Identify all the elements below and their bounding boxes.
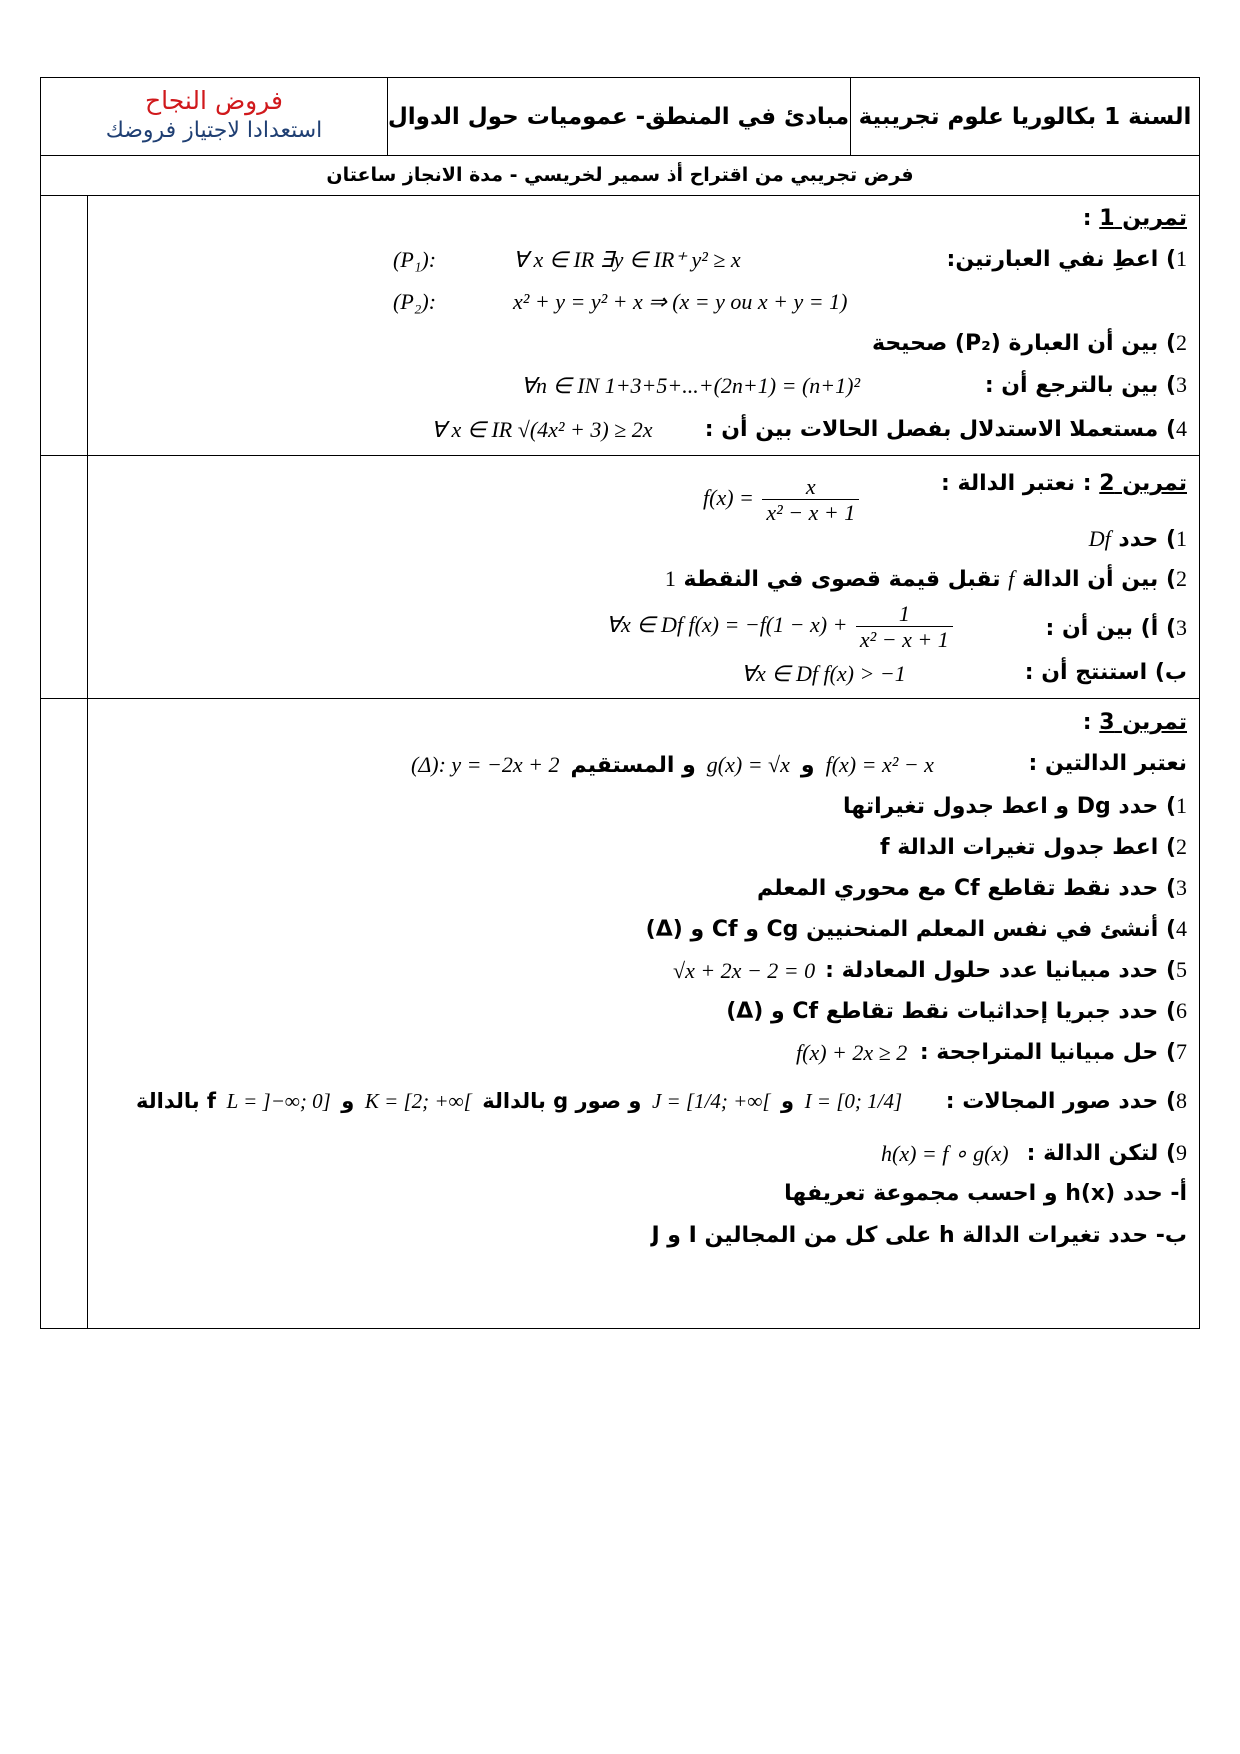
ex2-title: تمرين 2 : نعتبر الدالة : — [941, 471, 1187, 496]
function-definition: f(x) = $\frac{x}{\text{x² − x + 1}}$ — [703, 474, 862, 526]
p1-expression: ∀ x ∈ IR ∃y ∈ IR⁺ y² ≥ x — [513, 247, 741, 272]
subtitle-row — [41, 155, 1199, 195]
divider — [41, 195, 1199, 196]
p2-expression: x² + y = y² + x ⇒ (x = y ou x + y = 1) — [513, 289, 848, 314]
ex3-q5: 5) حدد مبيانيا عدد حلول المعادلة : — [825, 957, 1187, 983]
ex3-q9b: ب- حدد تغيرات الدالة h على كل من المجالين I و J — [651, 1223, 1187, 1248]
ex3-q3: 3) حدد نقط تقاطع Cf مع محوري المعلم — [757, 875, 1187, 901]
ex1-q3: 3) بين بالترجع أن : — [984, 372, 1187, 398]
ex3-q7: 7) حل مبيانيا المتراجحة : — [919, 1039, 1187, 1065]
brand-subtitle: استعدادا لاجتياز فروضك — [105, 118, 323, 143]
ex2-q3b: ب) استنتج أن : — [1024, 660, 1187, 685]
ex3-intro: نعتبر الدالتين : — [1028, 751, 1187, 776]
ex3-title: تمرين 3 : — [1082, 710, 1187, 735]
symmetry-expression: ∀x ∈ Df f(x) = −f(1 − x) + $\frac{1}{\text{x² − x + 1}}$ — [606, 601, 956, 653]
ex2-q3a: 3) أ) بين أن : — [1045, 615, 1187, 641]
topic-title: مبادئ في المنطق- عموميات حول الدوال — [387, 103, 850, 130]
divider — [41, 698, 1199, 699]
intervals-expression: بالدالة f L = ]−∞; 0] و K = [2; +∞[ بالدالة g و صور J = [1/4; +∞[ و I = [0; 1/4] — [136, 1089, 903, 1113]
ex1-q2: 2) بين أن العبارة (P₂) صحيحة — [871, 330, 1187, 356]
ex3-q2: 2) اعط جدول تغيرات الدالة f — [879, 834, 1187, 860]
functions-expression: (Δ): y = −2x + 2 و المستقيم g(x) = √x و f(x) = x² − x — [411, 752, 934, 778]
p2-name: (P₂): — [393, 289, 437, 314]
ex3-q4: 4) أنشئ في نفس المعلم المنحنيين Cg و Cf و (Δ) — [645, 916, 1187, 942]
margin-column-line — [87, 195, 88, 1329]
level-title: السنة 1 بكالوريا علوم تجريبية — [858, 103, 1192, 130]
equation-expression: √x + 2x − 2 = 0 — [673, 958, 816, 983]
bound-expression: ∀x ∈ Df f(x) > −1 — [741, 661, 906, 686]
ex1-q4: 4) مستعملا الاستدلال بفصل الحالات بين أن : — [704, 416, 1187, 442]
exam-frame — [40, 77, 1200, 1329]
brand-block — [41, 78, 387, 155]
brand-title: فروض النجاح — [145, 86, 283, 115]
ex2-q2: 2) بين أن الدالة f تقبل قيمة قصوى في النقطة 1 — [664, 566, 1187, 592]
ex2-q1: 1) حدد Df — [1088, 526, 1187, 552]
induction-expression: ∀n ∈ IN 1+3+5+...+(2n+1) = (n+1)² — [521, 373, 861, 398]
inequality-expression: f(x) + 2x ≥ 2 — [796, 1040, 908, 1065]
exam-subtitle: فرض تجريبي من اقتراح أذ سمير لخريسي - مدة الانجاز ساعتان — [326, 164, 914, 186]
composition-expression: h(x) = f ∘ g(x) — [881, 1141, 1009, 1166]
ex1-title: تمرين 1 : — [1082, 206, 1187, 231]
cases-expression: ∀ x ∈ IR √(4x² + 3) ≥ 2x — [431, 417, 653, 442]
level-cell — [850, 78, 1200, 155]
ex3-q1: 1) حدد Dg و اعط جدول تغيراتها — [843, 793, 1187, 819]
divider — [41, 455, 1199, 456]
ex3-q6: 6) حدد جبريا إحداثيات نقط تقاطع Cf و (Δ) — [726, 998, 1187, 1024]
ex3-q9: 9) لتكن الدالة : — [1026, 1140, 1187, 1166]
ex3-q8: 8) حدد صور المجالات : — [945, 1088, 1187, 1114]
topic-cell — [387, 78, 850, 155]
p1-name: (P₁): — [393, 247, 437, 272]
ex3-q9a: أ- حدد h(x) و احسب مجموعة تعريفها — [784, 1181, 1187, 1206]
ex1-q1: 1) اعطِ نفي العبارتين: — [946, 246, 1187, 272]
